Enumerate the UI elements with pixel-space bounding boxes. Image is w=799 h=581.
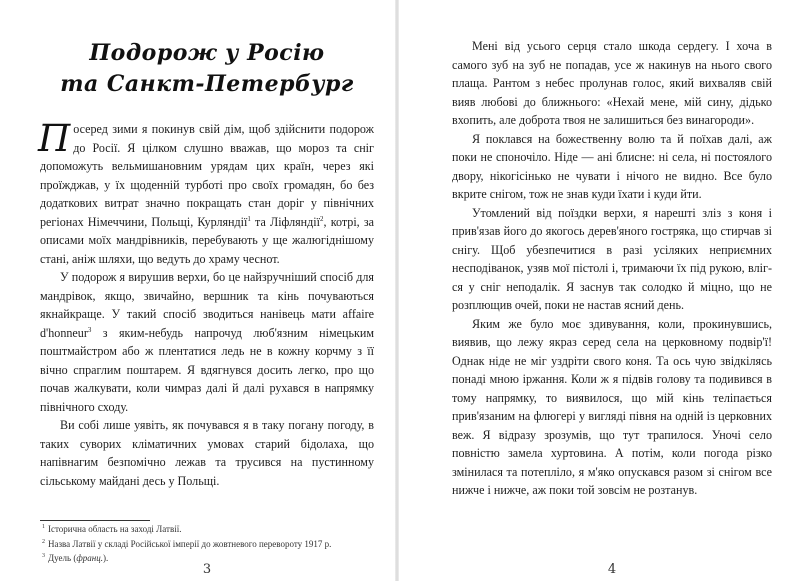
paragraph-5: Я поклався на божественну волю та й поїхав далі, аж поки не споночіло. Ніде — ані блисне: ні села, ні постоялого двору, нікогісінько не чувати і нічого не видно. Все було вкрите снігом, тож не знав куди їхати і куди йти.: [452, 131, 772, 201]
paragraph-7: Яким же було моє здивування, коли, прокинувшись, виявив, що лежу якраз серед села на церковному подвір'ї! Однак ніде не міг уздріти свого коня. Та ось чую звідкілясь понаді мною іржання. Коли ж я підвів голову та подивився в тому напрямку, то виявилося, що мій кінь теліпається прив'язаним на флюгері у вигляді півня на одній із церковних веж. Я відразу зрозумів, що тут трапилося. Уночі село повністю замела хуртовина. А потім, коли погода різко змінилася та потепліло, я м'яко опускався разом зі снігом все нижче і нижче, аж поки той зовсім не розтанув.: [452, 316, 772, 497]
paragraph-3: Ви собі лише уявіть, як почувався я в таку погану погоду, в таких суворих кліматичних умовах старий бідолаха, що напівнагим безпомічно лежав та трусився на пустинному сільському майдані десь у Польщі.: [40, 418, 374, 488]
left-page-body: [38, 117, 374, 490]
right-page: [452, 0, 772, 581]
footnote-1: [40, 522, 374, 537]
footnote-text: Назва Латвії у складі Російської імперії до жовтневого перевороту 1917 р.: [48, 538, 332, 549]
footnote-ref-3[interactable]: 3: [87, 325, 92, 334]
book-gutter: [395, 0, 399, 581]
paragraph-2: [40, 268, 374, 416]
chapter-title-line-1: Подорож у Росію: [89, 40, 325, 66]
footnotes: [40, 522, 374, 566]
footnote-2: [40, 537, 374, 552]
paragraph-1: [38, 117, 374, 268]
footnote-divider: [40, 520, 150, 521]
paragraph-2-text-b: з яким-небудь напрочуд люб'язним німецьким поштмайстром або ж плентатися ледь не в кожну корчму з її вічно спраглим поштарем. Я вдягнувся досить легко, про що почав жалкувати, коли чимраз далі й далі рухався в напрямку північного сходу.: [40, 325, 374, 414]
footnote-number: 3: [42, 553, 45, 559]
chapter-title: [40, 0, 374, 100]
paragraph-1-text-b: та Ліфляндії: [250, 214, 321, 229]
left-page: [40, 0, 374, 581]
paragraph-6: Утомлений від поїздки верхи, я нарешті зліз з коня і прив'язав його до якогось дерев'яного гостряка, що стирчав зі снігу. Щоб убезпечитися в разі усіляких неприємних несподіванок, узяв мої пістолі і, тримаючи їх під рукою, влігся у сніг неподалік. Я заснув так солодко й міцно, що не розплющив очей, поки не настав ясний день.: [452, 205, 772, 312]
footnote-number: 1: [42, 524, 45, 530]
right-page-body: [452, 37, 772, 500]
page-number-left: 3: [202, 562, 212, 577]
chapter-title-line-2: та Санкт-Петербург: [60, 71, 354, 97]
paragraph-1-text-c: , котрі, за описами моїх мандрівників, перебувають у ще жалюгіднішому стані, аніж шляхи, що ведуть до храму чеснот.: [40, 214, 374, 266]
drop-cap: П: [38, 117, 71, 160]
footnote-number: 2: [42, 538, 45, 545]
page-number-right: 4: [607, 562, 617, 577]
footnote-ref-1[interactable]: 1: [247, 214, 251, 223]
footnote-text-b: ).: [102, 553, 109, 563]
footnote-text: Історична область на заході Латвії.: [48, 524, 182, 534]
footnote-text-a: Дуель (: [48, 553, 77, 563]
footnote-text-italic: франц.: [76, 553, 103, 563]
paragraph-1-text-a: осеред зими я покинув свій дім, щоб здійснити подорож до Росії. Я цілком слушно вважав, що мороз та сніг допоможуть вельмишановним урядам цих країн, через які проїжджав, у їх щоденній турботі про своїх громадян, бо без додаткових витрат значно покращать стан доріг у північних регіонах Німеччини, Польщі, Курляндії: [40, 122, 374, 229]
paragraph-2-text-a: У подорож я вирушив верхи, бо це найзручніший спосіб для мандрівок, якщо, звичайно, вершник та кінь почуваються якнайкраще. У такий спосіб зводиться нанівець мати affaire d'honneur: [40, 270, 374, 340]
paragraph-4: Мені від усього серця стало шкода сердегу. І хоча в самого зуб на зуб не попадав, усе ж накинув на нього свого плаща. Рантом з небес пролунав голос, який вихваляв свій вияв любові до ближнього: «Нехай мене, мій сину, дідько вхопить, але доброта твоя не залишиться без винагороди».: [452, 39, 772, 127]
footnote-ref-2[interactable]: 2: [320, 214, 324, 223]
